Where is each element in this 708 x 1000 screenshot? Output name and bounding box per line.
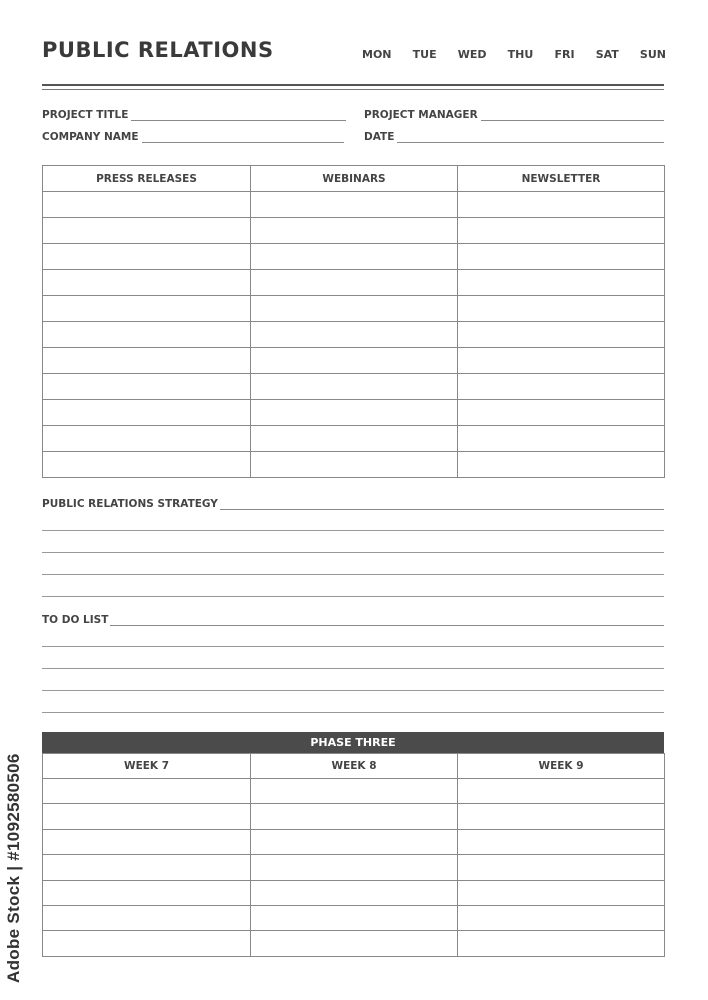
phase-title-bar: PHASE THREE [42,732,664,753]
table-cell[interactable] [251,880,458,905]
table-cell[interactable] [43,296,251,322]
strategy-line[interactable] [220,500,664,510]
table-cell[interactable] [43,855,251,880]
table-cell[interactable] [43,426,251,452]
column-header-webinars: WEBINARS [251,166,458,192]
table-row [43,218,665,244]
table-cell[interactable] [251,426,458,452]
day-sat[interactable]: SAT [595,48,619,61]
day-sun[interactable]: SUN [639,48,666,61]
table-row [43,244,665,270]
day-mon[interactable]: MON [362,48,392,61]
table-cell[interactable] [251,192,458,218]
header-divider [42,84,664,86]
table-cell[interactable] [251,348,458,374]
table-row [43,452,665,478]
table-row [43,905,665,930]
table-cell[interactable] [458,779,665,804]
table-cell[interactable] [251,779,458,804]
column-header-week-7: WEEK 7 [43,754,251,779]
table-cell[interactable] [43,244,251,270]
project-title-field[interactable] [42,109,346,121]
strategy-writing-line[interactable] [42,552,664,553]
column-header-newsletter: NEWSLETTER [458,166,665,192]
company-name-field[interactable] [42,131,344,143]
table-row [43,880,665,905]
table-cell[interactable] [43,931,251,956]
table-cell[interactable] [43,880,251,905]
day-wed[interactable]: WED [457,48,487,61]
table-cell[interactable] [251,374,458,400]
table-cell[interactable] [251,855,458,880]
table-row [43,322,665,348]
table-cell[interactable] [251,244,458,270]
table-row [43,270,665,296]
table-row [43,829,665,854]
stock-watermark-text: Adobe Stock | #1092580506 [4,753,23,983]
date-field[interactable] [364,131,664,143]
header-divider-thin [42,89,664,90]
table-row [43,426,665,452]
table-cell[interactable] [43,322,251,348]
day-thu[interactable]: THU [507,48,534,61]
channels-table [42,165,665,478]
day-fri[interactable]: FRI [554,48,575,61]
todo-writing-line[interactable] [42,712,664,713]
column-header-press-releases: PRESS RELEASES [43,166,251,192]
table-cell[interactable] [251,804,458,829]
table-cell[interactable] [43,218,251,244]
table-cell[interactable] [251,829,458,854]
todo-writing-line[interactable] [42,646,664,647]
table-cell[interactable] [43,374,251,400]
table-row [43,855,665,880]
todo-label: TO DO LIST [42,614,109,626]
table-cell[interactable] [458,931,665,956]
table-cell[interactable] [458,296,665,322]
table-row [43,779,665,804]
table-cell[interactable] [251,931,458,956]
table-row [43,400,665,426]
table-cell[interactable] [251,322,458,348]
table-cell[interactable] [43,829,251,854]
page-title: PUBLIC RELATIONS [42,38,274,62]
table-cell[interactable] [458,348,665,374]
project-manager-line[interactable] [481,111,664,121]
day-tue[interactable]: TUE [412,48,437,61]
table-cell[interactable] [43,452,251,478]
todo-section [42,614,664,626]
strategy-writing-line[interactable] [42,574,664,575]
date-label: DATE [364,131,395,143]
table-row [43,931,665,956]
strategy-writing-line[interactable] [42,530,664,531]
table-cell[interactable] [458,400,665,426]
table-cell[interactable] [251,452,458,478]
table-cell[interactable] [458,452,665,478]
strategy-section [42,498,664,510]
date-line[interactable] [397,133,664,143]
table-cell[interactable] [458,804,665,829]
table-cell[interactable] [458,270,665,296]
strategy-writing-line[interactable] [42,596,664,597]
table-cell[interactable] [43,400,251,426]
table-cell[interactable] [43,348,251,374]
table-cell[interactable] [458,374,665,400]
phase-table [42,753,665,957]
table-cell[interactable] [458,905,665,930]
table-row [43,348,665,374]
table-cell[interactable] [458,880,665,905]
table-cell[interactable] [251,270,458,296]
project-title-label: PROJECT TITLE [42,109,129,121]
company-name-line[interactable] [142,133,344,143]
project-manager-field[interactable] [364,109,664,121]
table-row [43,374,665,400]
strategy-label: PUBLIC RELATIONS STRATEGY [42,498,218,510]
column-header-week-9: WEEK 9 [458,754,665,779]
table-cell[interactable] [458,218,665,244]
table-row [43,804,665,829]
table-cell[interactable] [43,192,251,218]
table-cell[interactable] [458,829,665,854]
table-cell[interactable] [458,322,665,348]
table-cell[interactable] [458,244,665,270]
todo-line[interactable] [110,616,664,626]
table-cell[interactable] [458,855,665,880]
todo-writing-line[interactable] [42,668,664,669]
weekday-selector [362,48,666,61]
project-manager-label: PROJECT MANAGER [364,109,478,121]
table-cell[interactable] [251,400,458,426]
table-cell[interactable] [43,905,251,930]
column-header-week-8: WEEK 8 [251,754,458,779]
table-cell[interactable] [251,296,458,322]
table-row [43,192,665,218]
table-cell[interactable] [458,192,665,218]
project-title-line[interactable] [131,111,346,121]
table-cell[interactable] [458,426,665,452]
table-cell[interactable] [43,804,251,829]
table-cell[interactable] [251,905,458,930]
company-name-label: COMPANY NAME [42,131,139,143]
table-cell[interactable] [43,779,251,804]
todo-writing-line[interactable] [42,690,664,691]
table-cell[interactable] [43,270,251,296]
table-row [43,296,665,322]
table-cell[interactable] [251,218,458,244]
